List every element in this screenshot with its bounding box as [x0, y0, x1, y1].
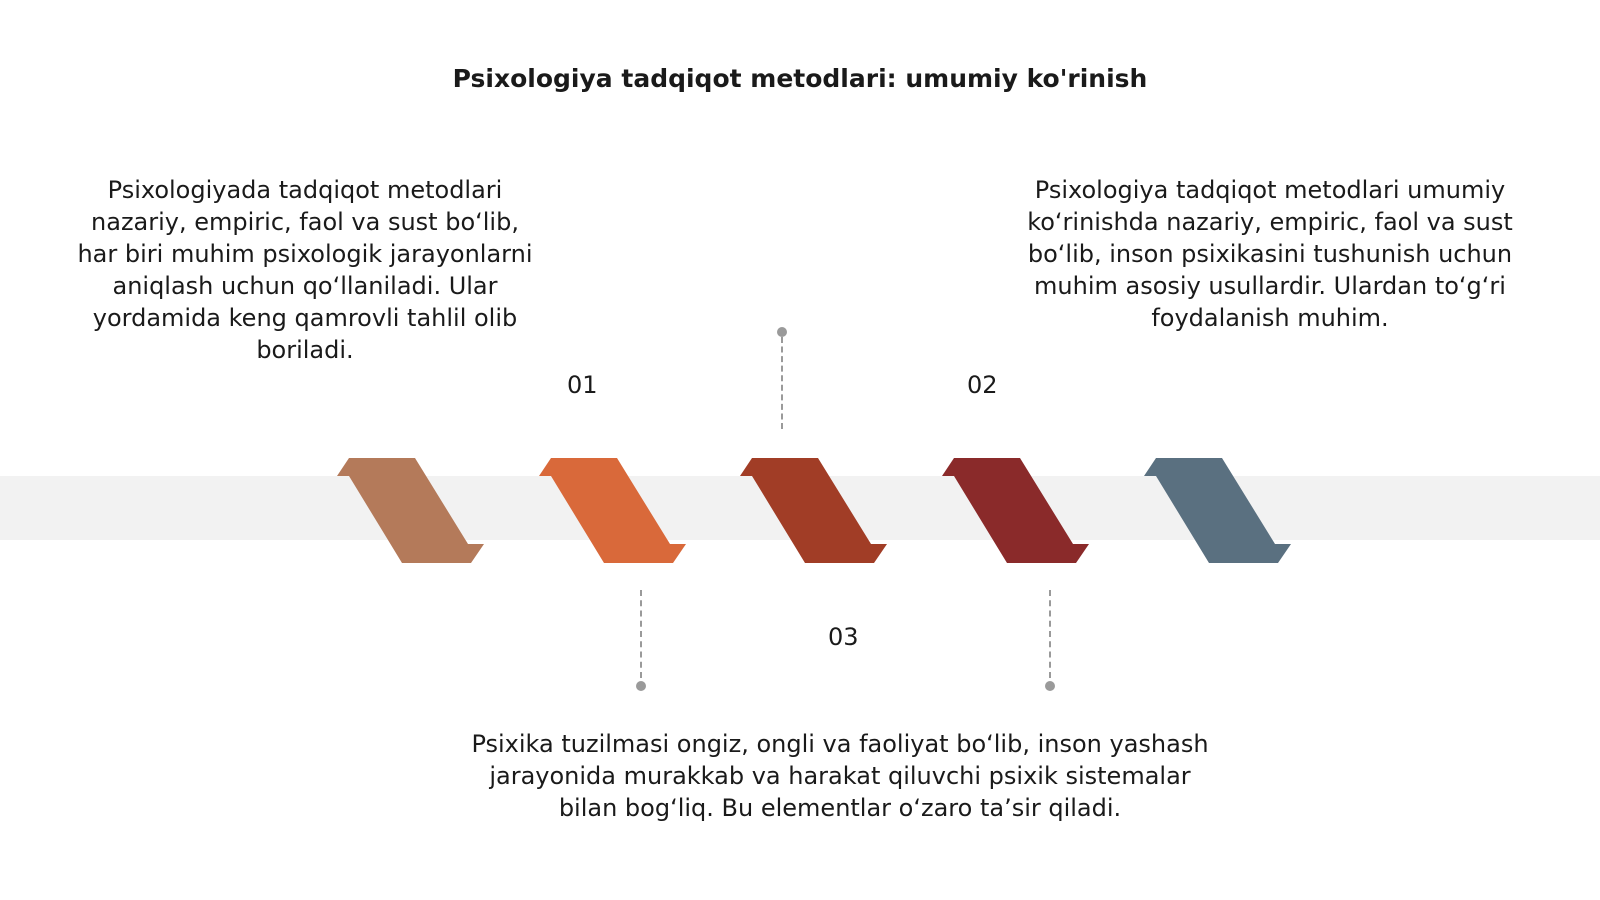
chevron-4: [942, 458, 1089, 563]
step-02-number: 02: [967, 371, 998, 399]
step-02-text: Psixologiya tadqiqot metodlari umumiy ko‘rinishda nazariy, empiric, faol va sust bo‘lib, inson psixikasini tushunish uchun muhim asosiy usullardir. Ulardan to‘g‘ri foydalanish muhim.: [1027, 176, 1513, 332]
chevron-5: [1144, 458, 1291, 563]
step-01-text: Psixologiyada tadqiqot metodlari nazariy, empiric, faol va sust bo‘lib, har biri muhim psixologik jarayonlarni aniqlash uchun qo‘llaniladi. Ular yordamida keng qamrovli tahlil olib boriladi.: [77, 176, 533, 364]
step-03-text: Psixika tuzilmasi ongiz, ongli va faoliyat bo‘lib, inson yashash jarayonida murakkab va harakat qiluvchi psixik sistemalar bilan bog‘liq. Bu elementlar o‘zaro ta’sir qiladi.: [471, 730, 1209, 822]
step-01-number: 01: [567, 371, 598, 399]
chevron-1: [337, 458, 484, 563]
chevron-2: [539, 458, 686, 563]
connector-dot-bottom-right: [1045, 681, 1055, 691]
connector-line-bottom-left: [640, 590, 642, 678]
slide-title: Psixologiya tadqiqot metodlari: umumiy ko'rinish: [452, 64, 1148, 93]
connector-dot-bottom-left: [636, 681, 646, 691]
connector-dot-top: [777, 327, 787, 337]
chevron-3: [740, 458, 887, 563]
step-03-number: 03: [828, 623, 859, 651]
connector-line-bottom-right: [1049, 590, 1051, 678]
connector-line-top: [781, 337, 783, 429]
